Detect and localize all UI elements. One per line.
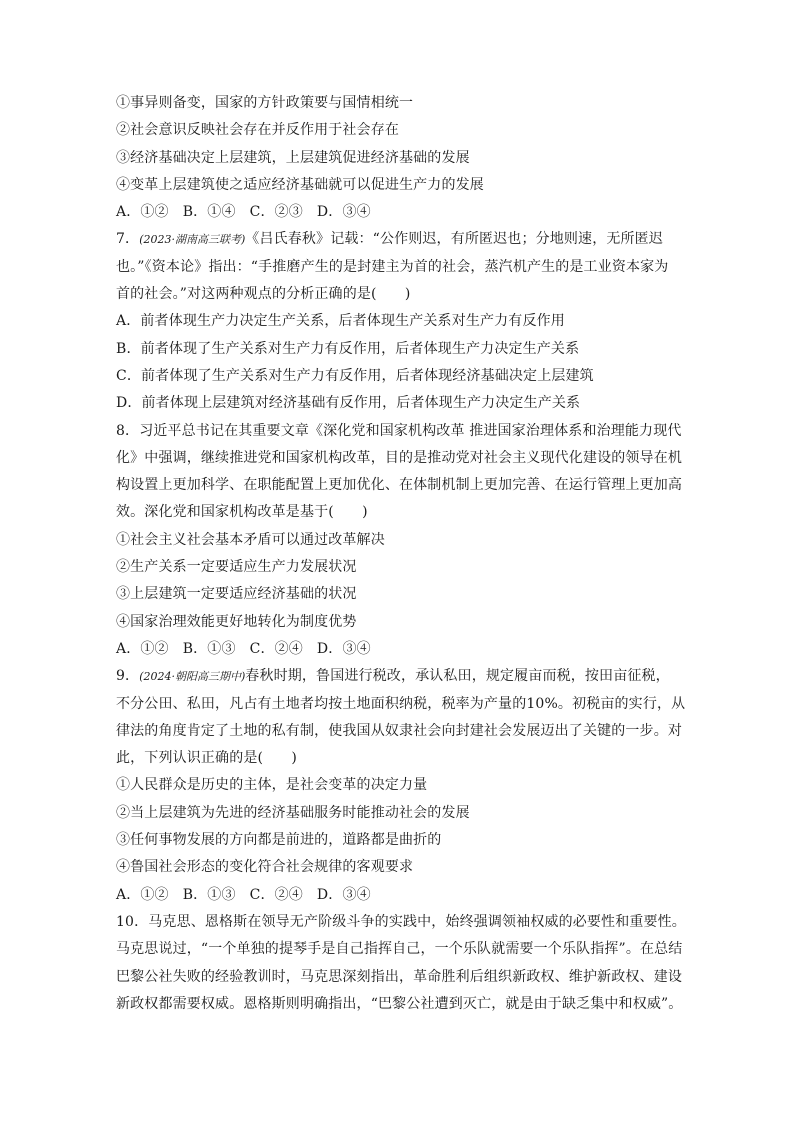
- q6-option-b: B．①④: [182, 204, 236, 221]
- q9-stem-line-1: [116, 663, 684, 690]
- worksheet-page: [116, 90, 684, 1018]
- q9-item-3: ③任何事物发展的方向都是前进的，道路都是曲折的: [116, 832, 442, 849]
- q7-choice-b: B．前者体现了生产关系对生产力有反作用，后者体现生产力决定生产关系: [116, 340, 580, 357]
- q6-item-4: ④变革上层建筑使之适应经济基础就可以促进生产力的发展: [116, 176, 484, 193]
- q8-stem-line-4: 效。深化党和国家机构改革是基于( ): [116, 504, 368, 521]
- q7-choice-d: D．前者体现上层建筑对经济基础有反作用，后者体现生产力决定生产关系: [116, 395, 581, 412]
- q6-option-a: A．①②: [116, 204, 169, 221]
- q8-item-3: ③上层建筑一定要适应经济基础的状况: [116, 586, 357, 603]
- q10-stem-line-4: 新政权都需要权威。恩格斯则明确指出，“巴黎公社遭到灭亡，就是由于缺乏集中和权威”。: [116, 995, 683, 1012]
- q6-item-1: ①事异则备变，国家的方针政策要与国情相统一: [116, 95, 414, 111]
- q7-stem-text-1: 《吕氏春秋》记载：“公作则迟，有所匿迟也；分地则速，无所匿迟: [245, 231, 663, 248]
- q9-number: 9．: [116, 668, 140, 685]
- q9-stem-line-3: 律法的角度肯定了土地的私有制，使我国从奴隶社会向封建社会发展迈出了关键的一步。对: [116, 722, 682, 739]
- q9-item-2: ②当上层建筑为先进的经济基础服务时能推动社会的发展: [116, 804, 470, 821]
- q8-item-1: ①社会主义社会基本矛盾可以通过改革解决: [116, 531, 385, 548]
- q8-stem-line-1: 8．习近平总书记在其重要文章《深化党和国家机构改革 推进国家治理体系和治理能力现代: [116, 422, 682, 439]
- q9-stem-text-1: 春秋时期，鲁国进行税改，承认私田，规定履亩而税，按田亩征税，: [245, 668, 670, 685]
- q10-stem-line-2: 马克思说过，“一个单独的提琴手是自己指挥自己，一个乐队就需要一个乐队指挥”。在总结: [116, 941, 683, 958]
- q9-item-1: ①人民群众是历史的主体，是社会变革的决定力量: [116, 777, 428, 794]
- q8-option-a: A．①②: [116, 640, 169, 657]
- q8-stem-line-3: 构设置上更加科学、在职能配置上更加优化、在体制机制上更加完善、在运行管理上更加高: [116, 477, 682, 494]
- q9-options: [116, 882, 684, 909]
- q7-stem-line-3: 首的社会。”对这两种观点的分析正确的是( ): [116, 286, 411, 303]
- q9-option-d: D．③④: [316, 886, 371, 903]
- q7-choice-a: A．前者体现生产力决定生产关系，后者体现生产关系对生产力有反作用: [116, 313, 565, 330]
- q7-number: 7．: [116, 231, 140, 248]
- q8-item-4: ④国家治理效能更好地转化为制度优势: [116, 613, 357, 630]
- q9-item-4: ④鲁国社会形态的变化符合社会规律的客观要求: [116, 859, 414, 876]
- q8-option-c: C．②④: [249, 640, 303, 657]
- q7-source: (2023·湖南高三联考): [139, 233, 246, 247]
- q9-option-a: A．①②: [116, 886, 169, 903]
- q6-options: [116, 199, 684, 226]
- q9-source: (2024·朝阳高三期中): [139, 670, 246, 684]
- q9-stem-line-4: 此，下列认识正确的是( ): [116, 750, 298, 767]
- q6-item-3: ③经济基础决定上层建筑，上层建筑促进经济基础的发展: [116, 149, 470, 166]
- q8-option-b: B．①③: [182, 640, 236, 657]
- q9-option-b: B．①③: [182, 886, 236, 903]
- q8-options: [116, 636, 684, 663]
- q8-option-d: D．③④: [316, 640, 371, 657]
- q8-stem-line-2: 化》中强调，继续推进党和国家机构改革，目的是推动党对社会主义现代化建设的领导在机: [116, 449, 682, 466]
- q6-option-c: C．②③: [249, 204, 303, 221]
- q7-choice-c: C．前者体现了生产关系对生产力有反作用，后者体现经济基础决定上层建筑: [116, 367, 594, 384]
- q9-option-c: C．②④: [249, 886, 303, 903]
- q6-option-d: D．③④: [316, 204, 371, 221]
- q7-stem-line-1: [116, 226, 684, 253]
- q6-item-2: ②社会意识反映社会存在并反作用于社会存在: [116, 122, 399, 139]
- q9-stem-line-2: 不分公田、私田，凡占有土地者均按土地面积纳税，税率为产量的10%。初税亩的实行，从: [116, 695, 686, 712]
- q8-item-2: ②生产关系一定要适应生产力发展状况: [116, 559, 357, 576]
- q7-stem-line-2: 也。”《资本论》指出：“手推磨产生的是封建主为首的社会，蒸汽机产生的是工业资本家为: [116, 258, 669, 275]
- q10-stem-line-1: 10．马克思、恩格斯在领导无产阶级斗争的实践中，始终强调领袖权威的必要性和重要性。: [116, 913, 686, 930]
- q10-stem-line-3: 巴黎公社失败的经验教训时，马克思深刻指出，革命胜利后组织新政权、维护新政权、建设: [116, 968, 682, 985]
